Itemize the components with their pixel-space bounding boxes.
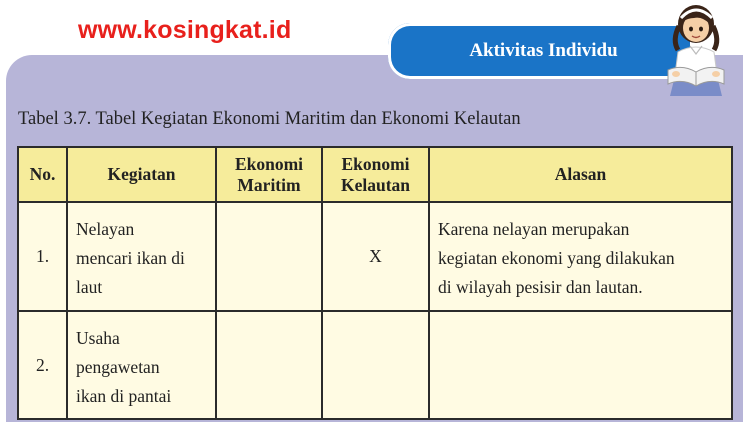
header-kelautan-line2: Kelautan	[340, 174, 411, 195]
kegiatan-line: mencari ikan di	[76, 248, 185, 268]
watermark-text: www.kosingkat.id	[78, 16, 292, 44]
activity-table	[17, 146, 733, 420]
row-kelautan-cell: X	[322, 202, 429, 311]
header-alasan: Alasan	[429, 147, 732, 202]
table-row	[18, 311, 732, 419]
alasan-line: di wilayah pesisir dan lautan.	[438, 277, 643, 297]
header-ekonomi-kelautan	[322, 147, 429, 202]
row-maritim-cell	[216, 202, 322, 311]
kegiatan-line: Nelayan	[76, 219, 135, 239]
row-maritim-cell	[216, 311, 322, 419]
kegiatan-line: pengawetan	[76, 357, 160, 377]
alasan-line: Karena nelayan merupakan	[438, 219, 630, 239]
header-kelautan-line1: Ekonomi	[341, 153, 410, 174]
header-kegiatan: Kegiatan	[67, 147, 216, 202]
row-number: 2.	[18, 311, 67, 419]
kegiatan-line: laut	[76, 277, 103, 297]
header-no: No.	[18, 147, 67, 202]
row-kelautan-cell	[322, 311, 429, 419]
table-row	[18, 202, 732, 311]
header-maritim-line1: Ekonomi	[234, 153, 304, 174]
row-number: 1.	[18, 202, 67, 311]
row-kegiatan	[67, 202, 216, 311]
table-caption: Tabel 3.7. Tabel Kegiatan Ekonomi Maritim dan Ekonomi Kelautan	[18, 109, 521, 129]
student-reading-icon	[652, 0, 737, 98]
badge-label: Aktivitas Individu	[469, 40, 618, 61]
row-alasan-empty	[429, 311, 732, 419]
kegiatan-line: Usaha	[76, 328, 120, 348]
kegiatan-line: ikan di pantai	[76, 386, 172, 406]
row-kegiatan	[67, 311, 216, 419]
table-header-row	[18, 147, 732, 202]
activity-badge	[388, 23, 693, 79]
header-maritim-line2: Maritim	[237, 174, 301, 195]
row-alasan	[429, 202, 732, 311]
alasan-line: kegiatan ekonomi yang dilakukan	[438, 248, 675, 268]
header-ekonomi-maritim	[216, 147, 322, 202]
